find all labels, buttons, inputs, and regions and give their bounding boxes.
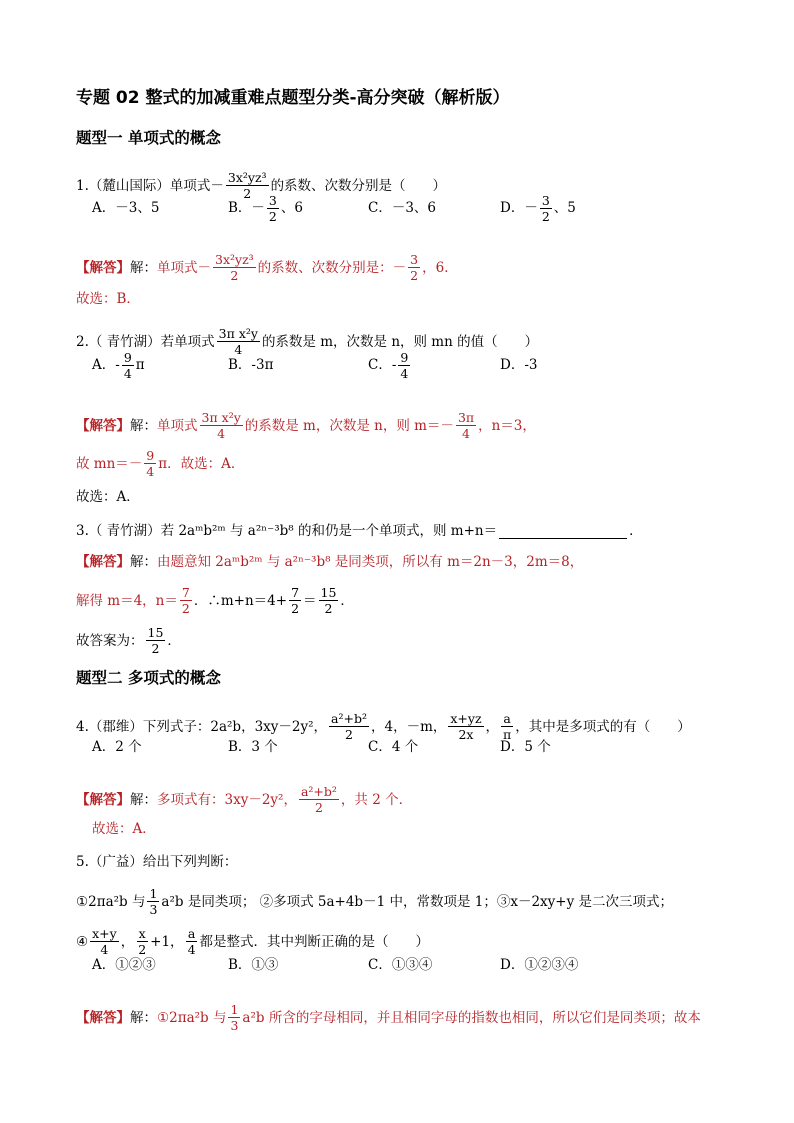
option-a: A．－3、5 xyxy=(92,200,160,216)
question-5-answer: 【解答】 解： ①2πa²b 与 $\frac{1}{3}$ a²b 所含的字母相同，并且相同字母的指数也相同，所以它们是同类项；故本 xyxy=(76,1002,701,1033)
option-b: B．①③ xyxy=(228,957,279,973)
question-4-answer: 【解答】 解： 多项式有：3xy－2y²， $\frac{\text{a²+b²}}{2}$ ，共 2 个． xyxy=(76,784,413,815)
option-b: B．3 个 xyxy=(228,739,278,755)
option-a: A．- $\frac{9}{4}$ π xyxy=(92,349,145,381)
fraction: $\frac{\text{3x²yz³}}{2}$ xyxy=(227,170,267,201)
option-a: A．①②③ xyxy=(92,957,156,973)
option-d: D．5 个 xyxy=(500,739,551,755)
question-2-choice: 故选：A． xyxy=(76,489,140,505)
option-d: D．①②③④ xyxy=(500,957,579,973)
question-1-stem: 1.（麓山国际）单项式－ $\frac{\text{3x²yz³}}{2}$ 的系数、次数分别是（ ） xyxy=(76,170,447,201)
option-c: C．- $\frac{9}{4}$ xyxy=(368,349,409,381)
question-2-answer: 【解答】 解： 单项式 $\frac{\text{3π x²y}}{4}$ 的系数是 m，次数是 n，则 m＝－ $\frac{3\pi}{4}$ ，n＝3， xyxy=(76,410,536,441)
option-b: B．－ $\frac{3}{2}$ 、6 xyxy=(228,192,303,224)
question-2-answer-line2: 故 mn＝－ $\frac{9}{4}$ π．故选：A． xyxy=(76,448,245,479)
question-4-stem: 4.（郡维）下列式子：2a²b，3xy－2y²， $\frac{\text{a²+b²}}{2}$ ，4，－m， $\frac{x+yz}{2x}$ ， $\frac{a}{\pi}$ ，其中是多项式的有（ ） xyxy=(76,711,691,742)
page-title: 专题 02 整式的加减重难点题型分类-高分突破（解析版） xyxy=(76,88,510,108)
question-4-choice: 故选：A． xyxy=(92,821,156,837)
section-heading-2: 题型二 多项式的概念 xyxy=(76,669,221,687)
option-a: A．2 个 xyxy=(92,739,142,755)
question-5-line1: ①2πa²b 与 $\frac{1}{3}$ a²b 是同类项； ②多项式 5a+4b－1 中，常数项是 1；③x－2xy+y 是二次三项式； xyxy=(76,886,674,917)
question-1-answer: 【解答】 解： 单项式－ $\frac{\text{3x²yz³}}{2}$ 的系数、次数分别是：－ $\frac{3}{2}$ ，6． xyxy=(76,252,458,283)
question-5-stem: 5.（广益）给出下列判断： xyxy=(76,854,238,870)
answer-blank xyxy=(499,524,627,539)
option-d: D．-3 xyxy=(500,357,538,373)
option-c: C．4 个 xyxy=(368,739,419,755)
question-3-stem: 3.（ 青竹湖）若 2aᵐb²ᵐ 与 a²ⁿ⁻³b⁸ 的和仍是一个单项式，则 m+n＝ ． xyxy=(76,523,643,539)
option-c: C．－3、6 xyxy=(368,200,437,216)
question-3-answer: 【解答】 解： 由题意知 2aᵐb²ᵐ 与 a²ⁿ⁻³b⁸ 是同类项，所以有 m＝2n－3，2m＝8， xyxy=(76,554,584,570)
question-5-line2: ④ $\frac{x+y}{4}$ ， $\frac{x}{2}$ +1， $\frac{a}{4}$ 都是整式．其中判断正确的是（ ） xyxy=(76,926,430,957)
question-1-choice: 故选：B． xyxy=(76,291,140,307)
option-d: D．－ $\frac{3}{2}$ 、5 xyxy=(500,192,576,224)
question-3-final: 故答案为： $\frac{15}{2}$ ． xyxy=(76,625,181,656)
question-3-answer-line2: 解得 m＝4，n＝ $\frac{7}{2}$ ．∴m+n＝4+ $\frac{7}{2}$ ＝ $\frac{15}{2}$ ． xyxy=(76,585,354,616)
option-c: C．①③④ xyxy=(368,957,433,973)
question-2-stem: 2.（ 青竹湖）若单项式 $\frac{\text{3π x²y}}{4}$ 的系数是 m，次数是 n，则 mn 的值（ ） xyxy=(76,326,539,357)
option-b: B．-3π xyxy=(228,357,274,373)
section-heading-1: 题型一 单项式的概念 xyxy=(76,129,221,147)
